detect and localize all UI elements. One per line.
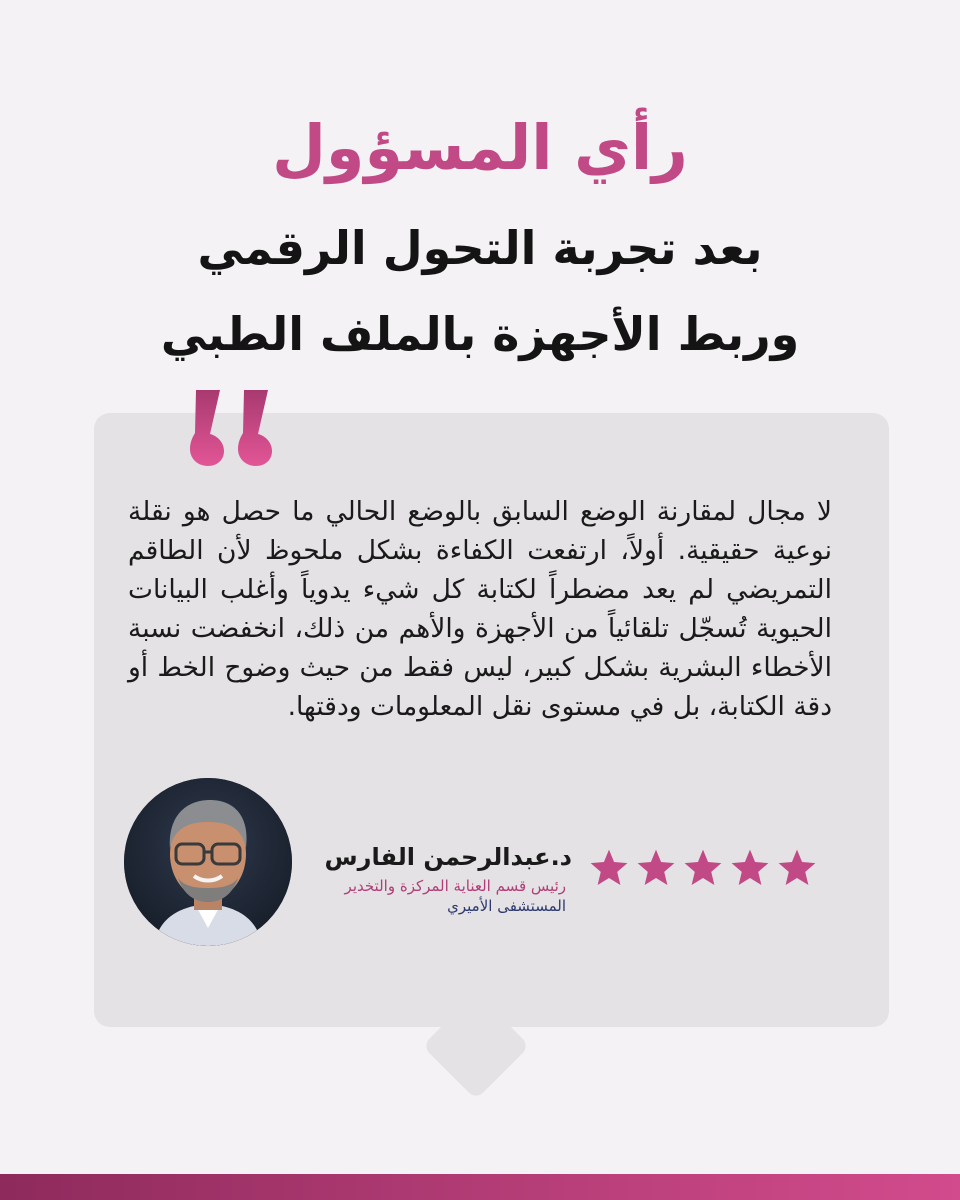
star-icon bbox=[776, 847, 818, 889]
page-title: رأي المسؤول bbox=[272, 111, 688, 184]
author-photo bbox=[124, 778, 292, 946]
quote-icon bbox=[186, 388, 276, 466]
author-name: د.عبدالرحمن الفارس bbox=[324, 843, 572, 871]
subtitle-line-2: وربط الأجهزة بالملف الطبي bbox=[160, 307, 800, 361]
star-icon bbox=[682, 847, 724, 889]
author-organization: المستشفى الأميري bbox=[447, 897, 566, 915]
page-subtitle bbox=[0, 205, 960, 377]
bottom-accent-bar bbox=[0, 1174, 960, 1200]
star-icon bbox=[635, 847, 677, 889]
testimonial-quote: لا مجال لمقارنة الوضع السابق بالوضع الحالي ما حصل هو نقلة نوعية حقيقية. أولاً، ارتفعت الكفاءة بشكل ملحوظ لأن الطاقم التمريضي لم يعد مضطراً لكتابة كل شيء يدوياً وأغلب البيانات الحيوية تُسجّل تلقائياً من الأجهزة والأهم من ذلك، انخفضت نسبة الأخطاء البشرية بشكل كبير، ليس فقط من حيث وضوح الخط أو دقة الكتابة، بل في مستوى نقل المعلومات ودقتها. bbox=[128, 496, 832, 722]
author-role: رئيس قسم العناية المركزة والتخدير bbox=[344, 877, 566, 895]
star-icon bbox=[729, 847, 771, 889]
star-rating bbox=[588, 847, 818, 893]
author-avatar bbox=[124, 778, 292, 946]
star-icon bbox=[588, 847, 630, 889]
subtitle-line-1: بعد تجربة التحول الرقمي bbox=[197, 221, 763, 275]
